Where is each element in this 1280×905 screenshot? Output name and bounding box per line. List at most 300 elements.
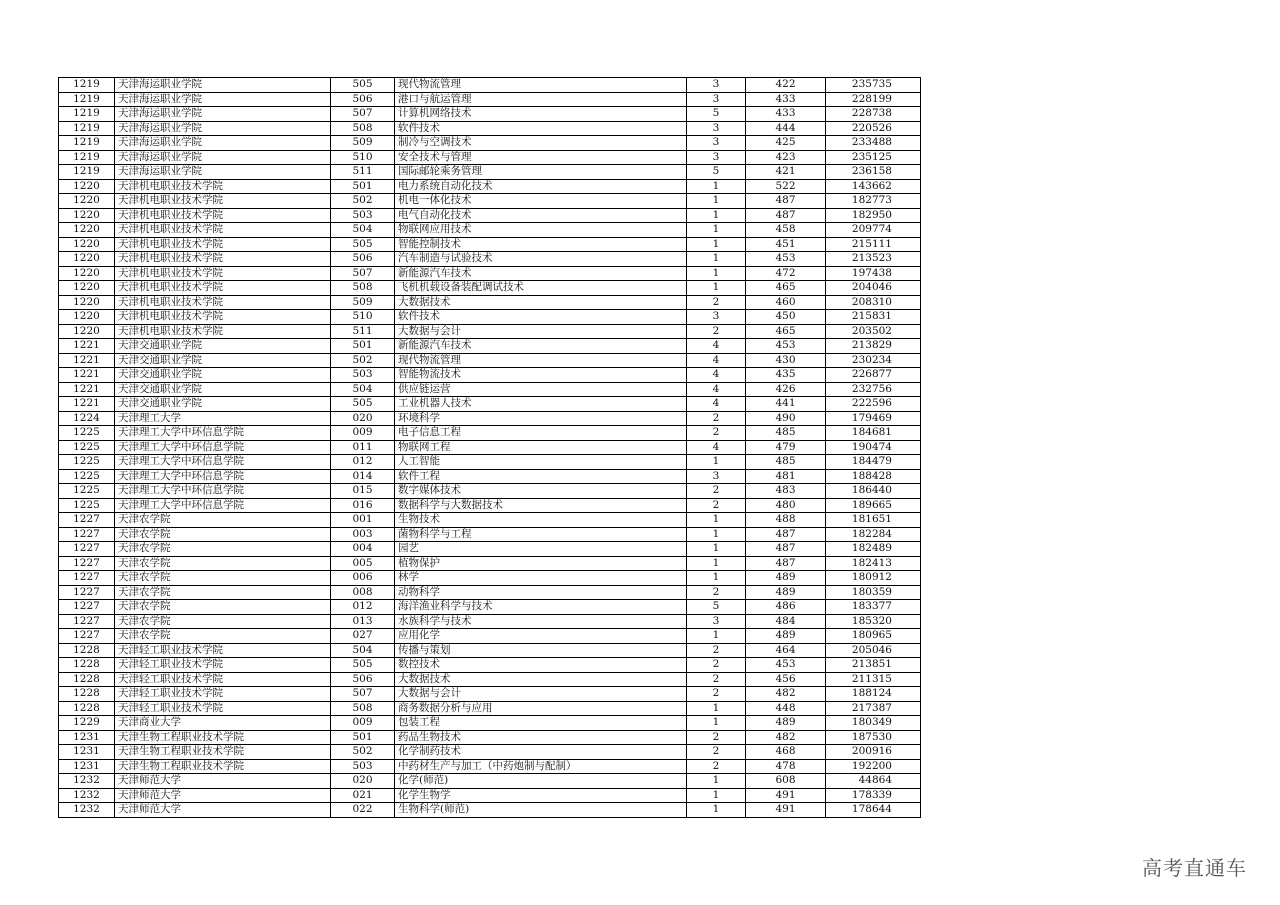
score-cell: 488 <box>746 513 826 528</box>
table-row <box>59 629 921 644</box>
major-name-cell: 电气自动化技术 <box>395 208 687 223</box>
plan-count-cell: 3 <box>687 92 746 107</box>
school-code-cell: 1227 <box>59 527 115 542</box>
rank-cell: 236158 <box>826 165 921 180</box>
school-name-cell: 天津机电职业技术学院 <box>115 223 331 238</box>
table-row <box>59 484 921 499</box>
score-cell: 482 <box>746 687 826 702</box>
watermark-text: 高考直通车 <box>1142 856 1247 880</box>
table-row <box>59 600 921 615</box>
major-name-cell: 化学(师范) <box>395 774 687 789</box>
school-code-cell: 1220 <box>59 252 115 267</box>
major-name-cell: 商务数据分析与应用 <box>395 701 687 716</box>
school-code-cell: 1220 <box>59 266 115 281</box>
school-code-cell: 1232 <box>59 788 115 803</box>
plan-count-cell: 1 <box>687 542 746 557</box>
score-cell: 444 <box>746 121 826 136</box>
major-name-cell: 动物科学 <box>395 585 687 600</box>
major-code-cell: 012 <box>331 600 395 615</box>
school-name-cell: 天津轻工职业技术学院 <box>115 643 331 658</box>
score-cell: 491 <box>746 803 826 818</box>
major-name-cell: 工业机器人技术 <box>395 397 687 412</box>
plan-count-cell: 2 <box>687 759 746 774</box>
plan-count-cell: 1 <box>687 571 746 586</box>
score-cell: 453 <box>746 339 826 354</box>
school-name-cell: 天津轻工职业技术学院 <box>115 672 331 687</box>
school-code-cell: 1232 <box>59 774 115 789</box>
school-code-cell: 1220 <box>59 179 115 194</box>
major-name-cell: 传播与策划 <box>395 643 687 658</box>
rank-cell: 213829 <box>826 339 921 354</box>
plan-count-cell: 4 <box>687 440 746 455</box>
score-cell: 465 <box>746 281 826 296</box>
school-name-cell: 天津师范大学 <box>115 803 331 818</box>
school-code-cell: 1231 <box>59 759 115 774</box>
score-cell: 478 <box>746 759 826 774</box>
school-code-cell: 1231 <box>59 730 115 745</box>
major-code-cell: 511 <box>331 165 395 180</box>
plan-count-cell: 1 <box>687 788 746 803</box>
major-code-cell: 020 <box>331 411 395 426</box>
score-cell: 441 <box>746 397 826 412</box>
major-code-cell: 005 <box>331 556 395 571</box>
school-name-cell: 天津生物工程职业技术学院 <box>115 730 331 745</box>
school-code-cell: 1219 <box>59 165 115 180</box>
table-row <box>59 759 921 774</box>
school-name-cell: 天津师范大学 <box>115 774 331 789</box>
major-code-cell: 016 <box>331 498 395 513</box>
table-row <box>59 324 921 339</box>
plan-count-cell: 2 <box>687 484 746 499</box>
score-cell: 485 <box>746 426 826 441</box>
score-cell: 422 <box>746 78 826 93</box>
plan-count-cell: 2 <box>687 687 746 702</box>
rank-cell: 184479 <box>826 455 921 470</box>
school-code-cell: 1219 <box>59 78 115 93</box>
school-name-cell: 天津农学院 <box>115 571 331 586</box>
major-code-cell: 008 <box>331 585 395 600</box>
school-name-cell: 天津海运职业学院 <box>115 78 331 93</box>
table-row <box>59 672 921 687</box>
score-cell: 460 <box>746 295 826 310</box>
table-row <box>59 411 921 426</box>
score-cell: 489 <box>746 585 826 600</box>
school-code-cell: 1229 <box>59 716 115 731</box>
major-name-cell: 数据科学与大数据技术 <box>395 498 687 513</box>
school-code-cell: 1220 <box>59 310 115 325</box>
plan-count-cell: 2 <box>687 426 746 441</box>
rank-cell: 235735 <box>826 78 921 93</box>
score-cell: 479 <box>746 440 826 455</box>
school-code-cell: 1227 <box>59 513 115 528</box>
school-code-cell: 1220 <box>59 295 115 310</box>
major-code-cell: 506 <box>331 92 395 107</box>
plan-count-cell: 4 <box>687 339 746 354</box>
table-row <box>59 92 921 107</box>
rank-cell: 188124 <box>826 687 921 702</box>
major-code-cell: 021 <box>331 788 395 803</box>
table-row <box>59 585 921 600</box>
table-row <box>59 368 921 383</box>
plan-count-cell: 5 <box>687 600 746 615</box>
school-code-cell: 1232 <box>59 803 115 818</box>
table-row <box>59 440 921 455</box>
major-code-cell: 502 <box>331 353 395 368</box>
school-name-cell: 天津农学院 <box>115 585 331 600</box>
score-cell: 489 <box>746 629 826 644</box>
rank-cell: 178339 <box>826 788 921 803</box>
school-name-cell: 天津机电职业技术学院 <box>115 295 331 310</box>
major-name-cell: 应用化学 <box>395 629 687 644</box>
score-cell: 464 <box>746 643 826 658</box>
school-name-cell: 天津理工大学中环信息学院 <box>115 484 331 499</box>
major-code-cell: 508 <box>331 701 395 716</box>
school-code-cell: 1219 <box>59 92 115 107</box>
major-code-cell: 020 <box>331 774 395 789</box>
rank-cell: 213523 <box>826 252 921 267</box>
school-name-cell: 天津理工大学中环信息学院 <box>115 469 331 484</box>
school-name-cell: 天津海运职业学院 <box>115 121 331 136</box>
plan-count-cell: 4 <box>687 353 746 368</box>
table-row <box>59 803 921 818</box>
table-row <box>59 426 921 441</box>
school-code-cell: 1221 <box>59 353 115 368</box>
score-cell: 421 <box>746 165 826 180</box>
school-code-cell: 1219 <box>59 121 115 136</box>
plan-count-cell: 1 <box>687 716 746 731</box>
school-code-cell: 1219 <box>59 107 115 122</box>
school-code-cell: 1228 <box>59 687 115 702</box>
school-name-cell: 天津理工大学中环信息学院 <box>115 498 331 513</box>
score-cell: 608 <box>746 774 826 789</box>
school-name-cell: 天津师范大学 <box>115 788 331 803</box>
plan-count-cell: 4 <box>687 368 746 383</box>
plan-count-cell: 2 <box>687 411 746 426</box>
major-code-cell: 014 <box>331 469 395 484</box>
rank-cell: 179469 <box>826 411 921 426</box>
school-code-cell: 1220 <box>59 194 115 209</box>
score-cell: 465 <box>746 324 826 339</box>
major-code-cell: 507 <box>331 266 395 281</box>
score-cell: 468 <box>746 745 826 760</box>
major-name-cell: 数字媒体技术 <box>395 484 687 499</box>
school-name-cell: 天津机电职业技术学院 <box>115 194 331 209</box>
plan-count-cell: 1 <box>687 556 746 571</box>
table-row <box>59 107 921 122</box>
school-name-cell: 天津机电职业技术学院 <box>115 324 331 339</box>
school-code-cell: 1227 <box>59 542 115 557</box>
score-cell: 450 <box>746 310 826 325</box>
major-code-cell: 022 <box>331 803 395 818</box>
plan-count-cell: 2 <box>687 730 746 745</box>
rank-cell: 180359 <box>826 585 921 600</box>
major-code-cell: 502 <box>331 745 395 760</box>
school-code-cell: 1220 <box>59 223 115 238</box>
school-name-cell: 天津交通职业学院 <box>115 353 331 368</box>
major-code-cell: 510 <box>331 310 395 325</box>
major-code-cell: 503 <box>331 208 395 223</box>
table-row <box>59 150 921 165</box>
table-row <box>59 745 921 760</box>
plan-count-cell: 3 <box>687 78 746 93</box>
rank-cell: 197438 <box>826 266 921 281</box>
plan-count-cell: 3 <box>687 310 746 325</box>
major-name-cell: 药品生物技术 <box>395 730 687 745</box>
school-name-cell: 天津理工大学 <box>115 411 331 426</box>
major-name-cell: 生物科学(师范) <box>395 803 687 818</box>
plan-count-cell: 3 <box>687 614 746 629</box>
score-cell: 489 <box>746 571 826 586</box>
table-row <box>59 571 921 586</box>
major-name-cell: 现代物流管理 <box>395 78 687 93</box>
school-code-cell: 1227 <box>59 556 115 571</box>
plan-count-cell: 1 <box>687 629 746 644</box>
school-code-cell: 1220 <box>59 237 115 252</box>
school-code-cell: 1220 <box>59 324 115 339</box>
admission-table <box>58 77 921 818</box>
rank-cell: 182773 <box>826 194 921 209</box>
school-code-cell: 1219 <box>59 136 115 151</box>
school-code-cell: 1228 <box>59 658 115 673</box>
school-code-cell: 1225 <box>59 440 115 455</box>
rank-cell: 178644 <box>826 803 921 818</box>
rank-cell: 217387 <box>826 701 921 716</box>
major-code-cell: 501 <box>331 179 395 194</box>
school-name-cell: 天津农学院 <box>115 542 331 557</box>
table-row <box>59 194 921 209</box>
major-name-cell: 电力系统自动化技术 <box>395 179 687 194</box>
plan-count-cell: 2 <box>687 745 746 760</box>
major-code-cell: 508 <box>331 121 395 136</box>
major-name-cell: 化学制药技术 <box>395 745 687 760</box>
major-name-cell: 化学生物学 <box>395 788 687 803</box>
school-code-cell: 1227 <box>59 614 115 629</box>
rank-cell: 44864 <box>826 774 921 789</box>
score-cell: 453 <box>746 658 826 673</box>
rank-cell: 205046 <box>826 643 921 658</box>
rank-cell: 180965 <box>826 629 921 644</box>
school-name-cell: 天津机电职业技术学院 <box>115 266 331 281</box>
major-code-cell: 511 <box>331 324 395 339</box>
major-name-cell: 软件技术 <box>395 310 687 325</box>
school-code-cell: 1221 <box>59 368 115 383</box>
table-row <box>59 223 921 238</box>
plan-count-cell: 1 <box>687 194 746 209</box>
plan-count-cell: 5 <box>687 107 746 122</box>
major-code-cell: 507 <box>331 107 395 122</box>
rank-cell: 184681 <box>826 426 921 441</box>
table-row <box>59 78 921 93</box>
school-code-cell: 1227 <box>59 629 115 644</box>
score-cell: 487 <box>746 208 826 223</box>
major-name-cell: 大数据技术 <box>395 672 687 687</box>
table-row <box>59 353 921 368</box>
major-name-cell: 中药材生产与加工（中药炮制与配制） <box>395 759 687 774</box>
major-name-cell: 制冷与空调技术 <box>395 136 687 151</box>
score-cell: 456 <box>746 672 826 687</box>
school-name-cell: 天津机电职业技术学院 <box>115 179 331 194</box>
major-name-cell: 飞机机载设备装配调试技术 <box>395 281 687 296</box>
major-code-cell: 509 <box>331 136 395 151</box>
rank-cell: 187530 <box>826 730 921 745</box>
major-code-cell: 505 <box>331 658 395 673</box>
major-code-cell: 004 <box>331 542 395 557</box>
school-name-cell: 天津农学院 <box>115 614 331 629</box>
major-code-cell: 009 <box>331 716 395 731</box>
major-code-cell: 504 <box>331 643 395 658</box>
school-code-cell: 1220 <box>59 281 115 296</box>
school-code-cell: 1219 <box>59 150 115 165</box>
major-code-cell: 027 <box>331 629 395 644</box>
rank-cell: 189665 <box>826 498 921 513</box>
table-row <box>59 542 921 557</box>
major-name-cell: 智能控制技术 <box>395 237 687 252</box>
plan-count-cell: 1 <box>687 223 746 238</box>
score-cell: 486 <box>746 600 826 615</box>
rank-cell: 215831 <box>826 310 921 325</box>
major-name-cell: 大数据技术 <box>395 295 687 310</box>
school-code-cell: 1221 <box>59 339 115 354</box>
table-row <box>59 556 921 571</box>
major-name-cell: 环境科学 <box>395 411 687 426</box>
plan-count-cell: 3 <box>687 150 746 165</box>
school-name-cell: 天津生物工程职业技术学院 <box>115 759 331 774</box>
score-cell: 433 <box>746 107 826 122</box>
plan-count-cell: 4 <box>687 397 746 412</box>
major-code-cell: 504 <box>331 382 395 397</box>
major-name-cell: 汽车制造与试验技术 <box>395 252 687 267</box>
rank-cell: 235125 <box>826 150 921 165</box>
major-code-cell: 009 <box>331 426 395 441</box>
school-name-cell: 天津农学院 <box>115 600 331 615</box>
school-name-cell: 天津生物工程职业技术学院 <box>115 745 331 760</box>
table-row <box>59 788 921 803</box>
plan-count-cell: 1 <box>687 252 746 267</box>
score-cell: 489 <box>746 716 826 731</box>
score-cell: 423 <box>746 150 826 165</box>
score-cell: 522 <box>746 179 826 194</box>
school-name-cell: 天津商业大学 <box>115 716 331 731</box>
school-code-cell: 1225 <box>59 455 115 470</box>
rank-cell: 185320 <box>826 614 921 629</box>
table-row <box>59 701 921 716</box>
major-code-cell: 507 <box>331 687 395 702</box>
plan-count-cell: 1 <box>687 803 746 818</box>
school-name-cell: 天津理工大学中环信息学院 <box>115 426 331 441</box>
rank-cell: 204046 <box>826 281 921 296</box>
rank-cell: 200916 <box>826 745 921 760</box>
major-code-cell: 505 <box>331 78 395 93</box>
major-name-cell: 海洋渔业科学与技术 <box>395 600 687 615</box>
table-row <box>59 252 921 267</box>
plan-count-cell: 1 <box>687 208 746 223</box>
rank-cell: 233488 <box>826 136 921 151</box>
major-name-cell: 生物技术 <box>395 513 687 528</box>
plan-count-cell: 1 <box>687 701 746 716</box>
plan-count-cell: 3 <box>687 121 746 136</box>
plan-count-cell: 2 <box>687 658 746 673</box>
major-code-cell: 503 <box>331 759 395 774</box>
rank-cell: 211315 <box>826 672 921 687</box>
rank-cell: 215111 <box>826 237 921 252</box>
rank-cell: 228199 <box>826 92 921 107</box>
score-cell: 487 <box>746 194 826 209</box>
table-row <box>59 266 921 281</box>
major-code-cell: 015 <box>331 484 395 499</box>
table-row <box>59 165 921 180</box>
school-name-cell: 天津理工大学中环信息学院 <box>115 455 331 470</box>
rank-cell: 192200 <box>826 759 921 774</box>
school-code-cell: 1231 <box>59 745 115 760</box>
rank-cell: 222596 <box>826 397 921 412</box>
rank-cell: 181651 <box>826 513 921 528</box>
major-name-cell: 物联网应用技术 <box>395 223 687 238</box>
school-code-cell: 1221 <box>59 382 115 397</box>
score-cell: 480 <box>746 498 826 513</box>
table-row <box>59 498 921 513</box>
plan-count-cell: 5 <box>687 165 746 180</box>
score-cell: 484 <box>746 614 826 629</box>
table-row <box>59 310 921 325</box>
rank-cell: 226877 <box>826 368 921 383</box>
major-name-cell: 国际邮轮乘务管理 <box>395 165 687 180</box>
school-name-cell: 天津机电职业技术学院 <box>115 252 331 267</box>
score-cell: 487 <box>746 556 826 571</box>
table-row <box>59 643 921 658</box>
rank-cell: 186440 <box>826 484 921 499</box>
school-code-cell: 1228 <box>59 643 115 658</box>
school-name-cell: 天津海运职业学院 <box>115 136 331 151</box>
major-name-cell: 港口与航运管理 <box>395 92 687 107</box>
school-name-cell: 天津轻工职业技术学院 <box>115 658 331 673</box>
school-code-cell: 1225 <box>59 484 115 499</box>
score-cell: 485 <box>746 455 826 470</box>
school-code-cell: 1221 <box>59 397 115 412</box>
major-code-cell: 510 <box>331 150 395 165</box>
school-name-cell: 天津机电职业技术学院 <box>115 281 331 296</box>
rank-cell: 208310 <box>826 295 921 310</box>
score-cell: 481 <box>746 469 826 484</box>
major-name-cell: 人工智能 <box>395 455 687 470</box>
table-row <box>59 397 921 412</box>
major-code-cell: 501 <box>331 339 395 354</box>
rank-cell: 188428 <box>826 469 921 484</box>
rank-cell: 213851 <box>826 658 921 673</box>
major-name-cell: 软件工程 <box>395 469 687 484</box>
rank-cell: 228738 <box>826 107 921 122</box>
plan-count-cell: 4 <box>687 382 746 397</box>
major-code-cell: 012 <box>331 455 395 470</box>
plan-count-cell: 1 <box>687 455 746 470</box>
plan-count-cell: 3 <box>687 136 746 151</box>
major-code-cell: 006 <box>331 571 395 586</box>
score-cell: 425 <box>746 136 826 151</box>
major-name-cell: 植物保护 <box>395 556 687 571</box>
score-cell: 491 <box>746 788 826 803</box>
score-cell: 430 <box>746 353 826 368</box>
table-row <box>59 687 921 702</box>
score-cell: 472 <box>746 266 826 281</box>
rank-cell: 182284 <box>826 527 921 542</box>
major-name-cell: 新能源汽车技术 <box>395 339 687 354</box>
major-name-cell: 菌物科学与工程 <box>395 527 687 542</box>
score-cell: 490 <box>746 411 826 426</box>
table-row <box>59 658 921 673</box>
table-row <box>59 513 921 528</box>
table-row <box>59 382 921 397</box>
score-cell: 448 <box>746 701 826 716</box>
rank-cell: 143662 <box>826 179 921 194</box>
